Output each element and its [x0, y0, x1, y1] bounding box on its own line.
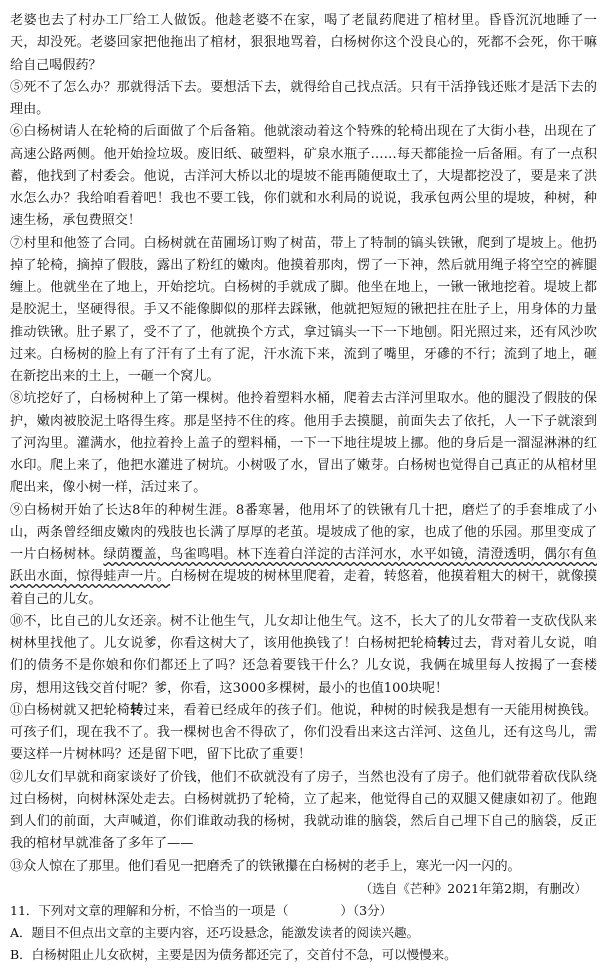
paragraph-8: ⑧坑挖好了，白杨树种上了第一棵树。他拎着塑料水桶，爬着去古洋河里取水。他的腿没了假肢的保护，嫩肉被胶泥土咯得生疼。那是坚持不住的疼。他用手去摸腿，前面失去了依托，人一下子就滚到了河沟里。灌满水，他拉着拎上盖子的塑料桶，一下一下地往堤坡上挪。他的身后是一溜湿淋淋的红水印。爬上来了，他把水灌进了树坑。小树吸了水，冒出了嫩芽。白杨树也觉得自己真正的从棺材里爬出来，像小树一样，活过来了。 — [10, 391, 597, 496]
paragraph-11-head: ⑪白杨树就又把轮椅 — [10, 702, 131, 718]
paragraph-12: ⑫儿女们早就和商家谈好了价钱，他们不砍就没有了房子，当然也没有了房子。他们就带着砍伐队绕过白杨树，向树林深处走去。白杨树就扔了轮椅，立了起来，他觉得自己的双腿又健康如初了。他跑到人们的前面，大声喊道，你们谁敢动我的杨树，我就动谁的脑袋，然后自己埋下自己的脑袋，反正我的棺材早就准备了多年了—— — [10, 769, 597, 852]
option-a: A．题目不但点出文章的主要内容，还巧设悬念，能激发读者的阅读兴趣。 — [10, 924, 420, 940]
bold-word-zhuan: 转 — [130, 702, 144, 718]
bold-word-zhuan: 转 — [437, 636, 451, 651]
wavy-underlined-sentence: 绿荫覆盖，鸟雀鸣唱。林下连着白洋淀的古洋河水，水平如镜，清澄透明，偶尔有鱼跃出水面，惊得蛙声一片。 — [10, 547, 598, 585]
paragraph-9-tail: 白杨树在堤坡的树林里爬着，走着，转悠着，他摸着粗大的树干，就像摸着自己的儿女。 — [10, 569, 598, 607]
question-stem: 11．下列对文章的理解和分析，不恰当的一项是（ ）（3分） — [10, 902, 393, 918]
paragraph-7: ⑦村里和他签了合同。白杨树就在苗圃场订购了树苗，带上了特制的镐头铁锹，爬到了堤坡上。他扔掉了轮椅，摘掉了假肢，露出了粉红的嫩肉。他摸着那肉，愣了一下神，然后就用绳子将空空的裤腿缠上。他就坐在了地上，开始挖坑。白杨树的手就成了脚。他坐在地上，一锹一锹地挖着。堤坡上都是胶泥土，坚硬得很。手又不能像脚似的那样去踩锹，他就把短短的锹把拄在肚子上，用身体的力量推动铁锹。肚子累了，受不了了，他就换个方式，拿过镐头一下一下地刨。阳光照过来，还有风沙吹过来。白杨树的脸上有了汗有了土有了泥，汗水流下来，流到了嘴里，牙磣的不行；流到了地上，砸在新挖出来的土上，一砸一个窝儿。 — [10, 235, 597, 384]
paragraph-9 — [10, 500, 597, 611]
paragraph-11-tail: 过来，看着已经成年的孩子们。他说，种树的时候我是想有一天能用树换钱。可孩子们，现在我不了。我一棵树也舍不得砍了，你们没看出来这古洋河、这鱼儿，还有这鸟儿，需要这样一片树林吗？还是留下吧，留下比砍了重要！ — [10, 702, 598, 763]
paragraph-10 — [10, 611, 597, 700]
source-citation: （选自《芒种》2021年第2期，有删改） — [359, 880, 587, 896]
paragraph-5: ⑤死不了怎么办？那就得活下去。要想活下去，就得给自己找点活。只有干活挣钱还账才是活下去的理由。 — [10, 79, 597, 117]
paragraph-4-tail: 老婆也去了村办工厂给工人做饭。他趁老婆不在家，喝了老鼠药爬进了棺材里。昏昏沉沉地睡了一天，却没死。老婆回家把他拖出了棺材，狠狠地骂着，白杨树你这个没良心的，死都不会死，你干嘛给自己喝假药？ — [10, 13, 597, 73]
paragraph-9-head: ⑨白杨树开始了长达8年的种树生涯。8番寒暑，他用坏了的铁锹有几十把，磨烂了的手套堆成了小山，两条曾经细皮嫩肉的残肢也长满了厚厚的老茧。堤坡成了他的家，也成了他的乐园。那里变成了一片白杨树林。 — [10, 502, 597, 562]
paragraph-6: ⑥白杨树请人在轮椅的后面做了个后备箱。他就滚动着这个特殊的轮椅出现在了大街小巷，出现在了高速公路两侧。他开始捡垃圾。废旧纸、破塑料，矿泉水瓶子……每天都能捡一后备厢。有了一点积蓄，他找到了村委会。他说，古洋河大桥以北的堤坡不能再随便取土了，大堤都挖没了，要是来了洪水怎么办？我给咱看着吧！我也不要工钱，你们就和水利局的说说，我承包两公里的堤坡，种树，种速生杨，承包费照交！ — [10, 124, 597, 229]
paragraph-10-tail: 过去，背对着儿女说，咱们的债务不是你娘和你们都还上了吗？还急着要钱干什么？儿女说，我俩在城里每人按揭了一套楼房，想用这钱交首付呢？爹，你看，这3000多棵树，最小的也值100块呢！ — [10, 636, 598, 696]
option-b: B．白杨树阻止儿女砍树，主要是因为债务都还完了，交首付不急，可以慢慢来。 — [10, 946, 457, 962]
paragraph-10-head: ⑩不，比自己的儿女还亲。树不让他生气，儿女却让他生气。这不，长大了的儿女带着一支砍伐队来树林里找他了。儿女说爹，你看这树大了，该用他换钱了！白杨树把轮椅 — [10, 613, 597, 651]
paragraph-13: ⑬众人惊在了那里。他们看见一把磨秃了的铁锹攥在白杨树的老手上，寒光一闪一闪的。 — [10, 858, 521, 874]
document-page — [10, 10, 597, 966]
paragraph-11 — [10, 700, 597, 767]
